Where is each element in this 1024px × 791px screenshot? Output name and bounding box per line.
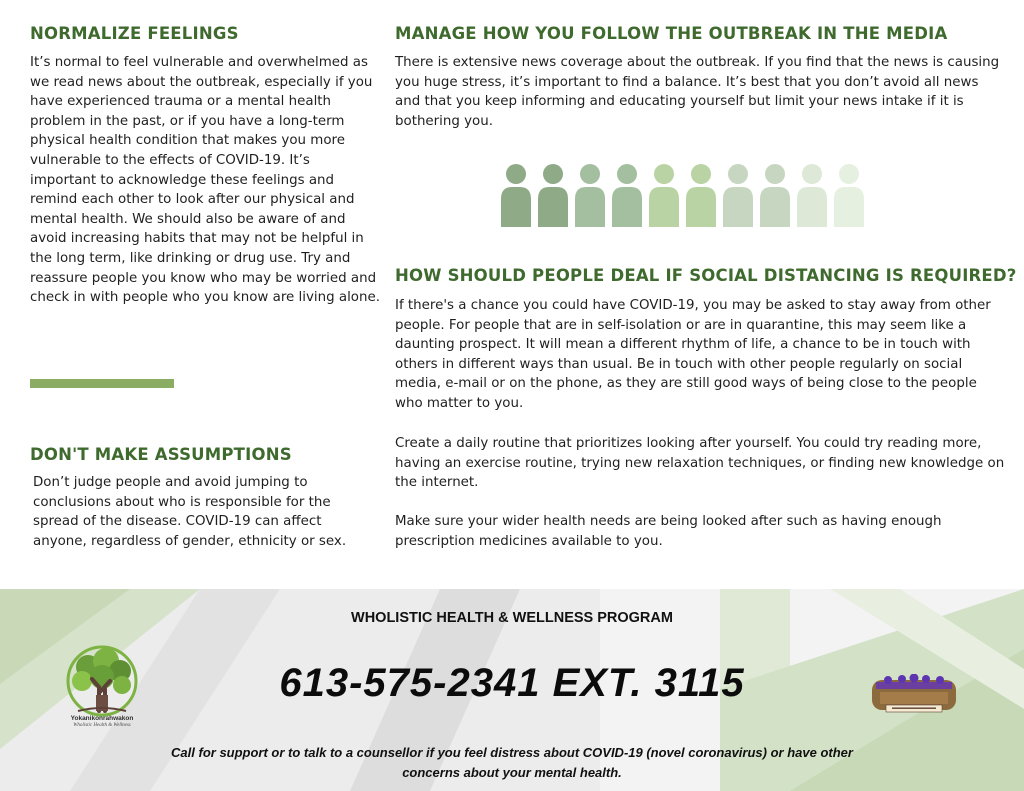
heading-dont-make-assumptions: DON'T MAKE ASSUMPTIONS <box>30 445 292 464</box>
paragraph-normalize-feelings: It’s normal to feel vulnerable and overwhelmed as we read news about the outbreak, especially if you have experienced trauma or a mental health problem in the past, or if you have a long-term physical health condition that makes you more vulnerable to the effects of COVID-19. It’s important to acknowledge these feelings and remind each other to look after our physical and mental health. We should also be aware of and avoid increasing habits that may not be helpful in the long term, like drinking or drug use. Try and reassure people you know who may be worried and check in with people who you know are living alone. <box>30 55 380 306</box>
call-to-action-text: Call for support or to talk to a counsellor if you feel distress about COVID-19 (novel coronavirus) or have other concerns about your mental health. <box>171 745 853 780</box>
section-divider <box>30 379 174 388</box>
paragraph-social-distancing-2: Create a daily routine that prioritizes looking after yourself. You could try reading more, having an exercise routine, trying new relaxation techniques, or finding new knowledge on the internet. <box>395 436 1005 491</box>
heading-manage-media: MANAGE HOW YOU FOLLOW THE OUTBREAK IN THE MEDIA <box>395 24 948 43</box>
phone-number[interactable]: 613-575-2341 EXT. 3115 <box>279 661 745 705</box>
footer-banner <box>0 589 1024 791</box>
person-figure <box>760 164 790 227</box>
paragraph-social-distancing-3: Make sure your wider health needs are being looked after such as having enough prescription medicines available to you. <box>395 514 942 549</box>
person-figure <box>723 164 753 227</box>
logo-tagline: Wholistic Health & Wellness <box>73 723 131 728</box>
person-figure <box>501 164 531 227</box>
person-figure <box>834 164 864 227</box>
person-figure <box>612 164 642 227</box>
person-figure <box>686 164 716 227</box>
paragraph-social-distancing-1: If there's a chance you could have COVID-19, you may be asked to stay away from other people. For people that are in self-isolation or are in quarantine, this may seem like a daunting prospect. It will mean a different rhythm of life, a chance to be in touch with others in different ways than usual. Be in touch with other people regularly on social media, e-mail or on the phone, as they are still good ways of being close to the people who matter to you. <box>395 298 991 411</box>
heading-normalize-feelings: NORMALIZE FEELINGS <box>30 24 239 43</box>
mohawk-council-seal-icon <box>866 674 962 718</box>
person-figure <box>797 164 827 227</box>
program-title: WHOLISTIC HEALTH & WELLNESS PROGRAM <box>351 610 673 626</box>
person-figure <box>575 164 605 227</box>
logo-name: Yokanikonrahwakon <box>70 715 134 722</box>
person-figure <box>538 164 568 227</box>
paragraph-dont-make-assumptions: Don’t judge people and avoid jumping to conclusions about who is responsible for the spread of the disease. COVID-19 can affect anyone, regardless of gender, ethnicity or sex. <box>33 475 347 549</box>
person-figure <box>649 164 679 227</box>
heading-social-distancing: HOW SHOULD PEOPLE DEAL IF SOCIAL DISTANCING IS REQUIRED? <box>395 266 1017 285</box>
people-row-graphic <box>500 163 870 227</box>
paragraph-manage-media: There is extensive news coverage about the outbreak. If you find that the news is causing you huge stress, it’s important to find a balance. It’s best that you don’t avoid all news and that you keep informing and educating yourself but limit your news intake if it is bothering you. <box>395 55 1000 129</box>
